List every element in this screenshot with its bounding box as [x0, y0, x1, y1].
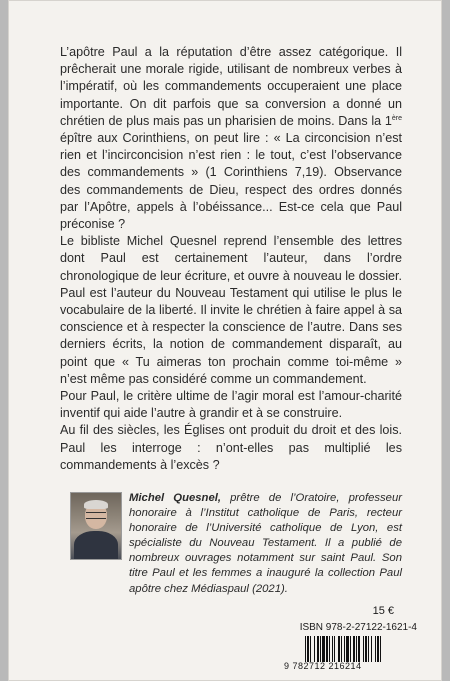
superscript-ere: ère [391, 114, 402, 122]
barcode-bar [353, 636, 355, 662]
author-bio-text: prêtre de l’Oratoire, professeur honoraire à l’Institut catholique de Paris, recteur honoraire de l’Université catholique de Lyon, est spécialiste du Nouveau Testament. Il a publié de nombreux ouvrages notamment sur saint Paul. Son titre Paul et les femmes a inauguré la collection Paul apôtre chez Médiaspaul (2021). [129, 492, 402, 595]
barcode-bar [341, 636, 342, 662]
barcode-bar [368, 636, 369, 662]
price: 15 € [372, 605, 394, 617]
barcode-bar [371, 636, 372, 662]
barcode-bar [314, 636, 315, 662]
barcode-bar [317, 636, 319, 662]
barcode-bar [322, 636, 325, 662]
author-name: Michel Quesnel, [129, 492, 222, 504]
back-cover-blurb [60, 44, 402, 474]
back-cover [8, 0, 442, 681]
barcode-bar [350, 636, 351, 662]
barcode-digits: 9 782712 216214 [284, 661, 362, 671]
barcode-bar [346, 636, 349, 662]
barcode-bar [338, 636, 340, 662]
barcode-bar [320, 636, 321, 662]
barcode-bar [358, 636, 360, 662]
author-photo [70, 492, 122, 560]
author-bio [129, 491, 402, 597]
blurb-paragraph-4: Au fil des siècles, les Églises ont produit du droit et des lois. Paul les interroge : n’ont-elles pas multiplié les commandements à l’excès ? [60, 423, 402, 472]
isbn: ISBN 978-2-27122-1621-4 [299, 622, 417, 633]
barcode [304, 636, 416, 662]
barcode-bar [363, 636, 364, 662]
barcode-bar [307, 636, 309, 662]
barcode-bar [332, 636, 333, 662]
blurb-paragraph-1: L’apôtre Paul a la réputation d’être assez catégorique. Il prêcherait une morale rigide, utilisant de nombreux verbes à l’impératif, où les commandements occuperaient une place importante. On dit parfois que sa conversion a donné un chrétien de plus mais pas un pharisien de moins. Dans la 1ère épître aux Corinthiens, on peut lire : « La circoncision n’est rien et l’incirconcision n’est rien : le tout, c’est l’observance des commandements » (1 Corinthiens 7,19). Observance des commandements de Dieu, respect des ordres donnés par l’Apôtre, appels à l’obéissance... Est-ce cela que Paul préconise ? [60, 45, 402, 232]
barcode-bar [365, 636, 367, 662]
blurb-paragraph-3: Pour Paul, le critère ultime de l’agir moral est l’amour-charité inventif qui aide l’autre à grandir et à se construire. [60, 389, 402, 421]
barcode-bar [310, 636, 311, 662]
barcode-bar [380, 636, 381, 662]
barcode-bar [344, 636, 345, 662]
barcode-bar [329, 636, 330, 662]
barcode-bar [326, 636, 328, 662]
barcode-bar [305, 636, 306, 662]
barcode-bar [377, 636, 379, 662]
blurb-paragraph-2: Le bibliste Michel Quesnel reprend l’ensemble des lettres dont Paul est certainement l’auteur, dans l’ordre chronologique de leur écriture, et ouvre à nouveau le dossier. Paul est l’auteur du Nouveau Testament qui utilise le plus le vocabulaire de la liberté. Il invite le chrétien à faire appel à sa conscience et à respecter la conscience de l’autre. Dans ses derniers écrits, la notion de commandement disparaît, au point que « Tu aimeras ton prochain comme toi-même » n’est même pas considéré comme un commandement. [60, 234, 402, 386]
barcode-bar [375, 636, 376, 662]
barcode-bar [356, 636, 357, 662]
barcode-bar [334, 636, 335, 662]
